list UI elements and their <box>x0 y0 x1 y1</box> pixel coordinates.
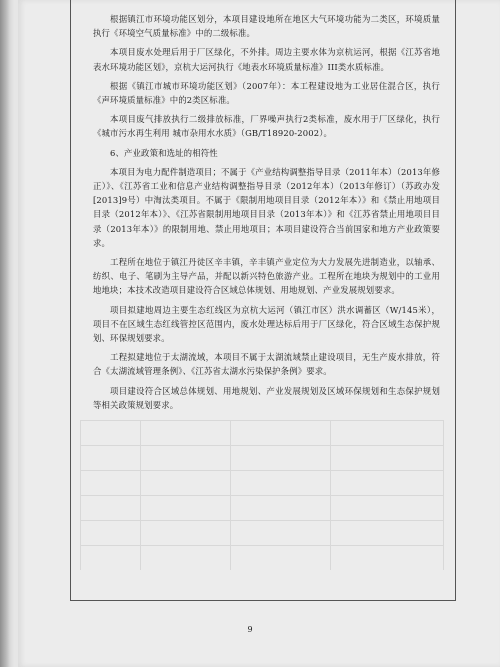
paragraph-air-quality: 根据镇江市环境功能区划分，本项目建设地所在地区大气环境功能为二类区，环境质量执行《环境空气质量标准》中的二级标准。 <box>93 14 440 39</box>
section-heading-industrial-policy: 6、产业政策和选址的相符性 <box>110 147 218 158</box>
paragraph-water-quality: 本项目废水处理后用于厂区绿化，不外排。周边主要水体为京杭运河，根据《江苏省地表水环境功能区划》，京杭大运河执行《地表水环境质量标准》III类水质标准。 <box>93 47 440 72</box>
paragraph-noise-zone: 根据《镇江市城市环境功能区划》（2007年）：本工程建设地为工业居住混合区，执行《声环境质量标准》中的2类区标准。 <box>93 80 440 106</box>
paragraph-conclusion: 项目建设符合区域总体规划、用地规划、产业发展规划及区域环保规划和生态保护规划等相关政策规划要求。 <box>93 385 440 410</box>
bleed-through-table <box>80 420 444 570</box>
paragraph-emission-standards: 本项目废气排放执行二级排放标准，厂界噪声执行2类标准，废水用于厂区绿化，执行《城市污水再生利用 城市杂用水水质》（GB/T18920-2002）。 <box>93 114 440 139</box>
paragraph-industrial-policy: 本项目为电力配件制造项目；不属于《产业结构调整指导目录（2011年本）（2013年修正）》、《江苏省工业和信息产业结构调整指导目录（2012年本）（2013年修订）（苏政办发[2013]9号）中淘汰类项目。不属于《限制用地项目目录（2012年本）》和《禁止用地项目目录（2012年本）》、《江苏省限制用地项目目录（2013年本）》和《江苏省禁止用地项目目录（2013年本）》的限制用地、禁止用地项目；本项目建设符合当前国家和地方产业政策要求。 <box>93 166 440 248</box>
paragraph-ecological-redline: 项目拟建地周边主要生态红线区为京杭大运河（镇江市区）洪水调蓄区（W/145米），项目不在区域生态红线管控区范围内，废水处理达标后用于厂区绿化，符合区域生态保护规划、环保规划要求。 <box>93 304 440 344</box>
paragraph-taihu-basin: 工程拟建地位于太湖流域，本项目不属于太湖流域禁止建设项目，无生产废水排放，符合《太湖流域管理条例》、《江苏省太湖水污染保护条例》要求。 <box>93 352 440 377</box>
paragraph-site-planning: 工程所在地位于镇江丹徒区辛丰镇，辛丰镇产业定位为大力发展先进制造业，以轴承、纺织、电子、笔刷为主导产品，并配以新兴特色旅游产业。工程所在地块为规划中的工业用地地块；本技术改造项目建设符合区域总体规划、用地规划、产业发展规划要求。 <box>93 257 440 296</box>
body-text <box>93 12 440 417</box>
page-number: 9 <box>247 625 253 634</box>
